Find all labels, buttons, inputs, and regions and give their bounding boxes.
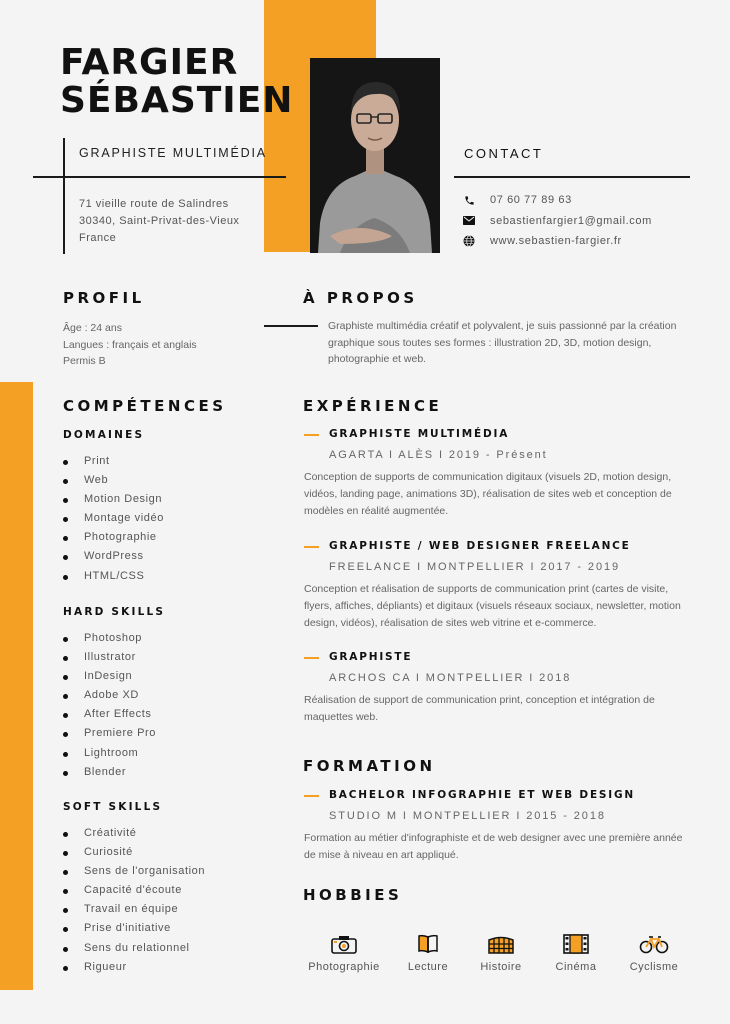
contact-phone: [462, 190, 652, 211]
entry-role: BACHELOR INFOGRAPHIE ET WEB DESIGN: [304, 789, 694, 805]
divider-left: [33, 176, 286, 178]
list-item: Créativité: [63, 824, 205, 843]
entry-description: Conception et réalisation de supports de communication print (cartes de visite, flyers, affiches, dépliants) et digitaux (visuels réseaux sociaux, newsletter, motion design, vidéos), réalisation de sites web vitrine et e-commerce.: [304, 583, 681, 629]
entry-description: Réalisation de support de communication print, conception et intégration de maquettes web.: [304, 694, 655, 723]
entry-meta: STUDIO M I MONTPELLIER I 2015 - 2018: [329, 810, 606, 822]
portrait-photo: [310, 58, 440, 253]
domaines-heading: DOMAINES: [63, 429, 145, 441]
hobby-label: Photographie: [308, 961, 380, 973]
contact-website-text[interactable]: www.sebastien-fargier.fr: [490, 235, 622, 248]
portrait-illustration: [310, 58, 440, 253]
propos-divider: [264, 325, 318, 327]
list-item: Premiere Pro: [63, 724, 156, 743]
profil-line: Permis B: [63, 355, 106, 367]
hobby-cyclisme: [624, 934, 684, 973]
name-first-line: FARGIER: [60, 42, 239, 83]
contact-email: [462, 211, 652, 232]
address-line: 71 vieille route de Salindres: [79, 198, 229, 210]
entry-meta: AGARTA I ALÈS I 2019 - Présent: [329, 449, 548, 461]
divider-vertical: [63, 138, 65, 254]
globe-icon: [462, 234, 476, 248]
colosseum-icon: [474, 934, 528, 956]
list-item: Rigueur: [63, 958, 205, 977]
entry-role: GRAPHISTE MULTIMÉDIA: [304, 428, 694, 444]
profil-line: Âge : 24 ans: [63, 322, 122, 334]
job-title: GRAPHISTE MULTIMÉDIA: [79, 146, 267, 160]
camera-icon: [304, 934, 384, 956]
list-item: Adobe XD: [63, 686, 156, 705]
list-item: Prise d'initiative: [63, 919, 205, 938]
entry-meta: ARCHOS CA I MONTPELLIER I 2018: [329, 672, 572, 684]
list-item: Photographie: [63, 528, 164, 547]
list-item: Travail en équipe: [63, 900, 205, 919]
postal-address: [79, 196, 239, 247]
domaines-list: [63, 452, 164, 586]
contact-website: [462, 231, 652, 252]
list-item: Blender: [63, 763, 156, 782]
list-item: Photoshop: [63, 629, 156, 648]
hobby-label: Cyclisme: [629, 961, 679, 973]
entry-role: GRAPHISTE: [304, 651, 694, 667]
list-item: Lightroom: [63, 744, 156, 763]
divider-right: [454, 176, 690, 178]
list-item: Sens du relationnel: [63, 939, 205, 958]
hobby-lecture: [400, 934, 456, 973]
contact-heading: CONTACT: [464, 146, 544, 161]
hobby-label: Cinéma: [555, 961, 597, 973]
experience-entry: [304, 651, 694, 726]
mail-icon: [462, 214, 476, 228]
contact-phone-text[interactable]: 07 60 77 89 63: [490, 194, 572, 207]
book-icon: [400, 934, 456, 956]
list-item: Motion Design: [63, 490, 164, 509]
experience-entry: [304, 540, 694, 631]
propos-text: Graphiste multimédia créatif et polyvalent, je suis passionné par la création graphique sous toutes ses formes : illustration 2D, 3D, motion design, photographie et web.: [328, 320, 677, 365]
entry-role: GRAPHISTE / WEB DESIGNER FREELANCE: [304, 540, 694, 556]
list-item: Sens de l'organisation: [63, 862, 205, 881]
list-item: After Effects: [63, 705, 156, 724]
hard-skills-heading: HARD SKILLS: [63, 606, 166, 618]
entry-meta: FREELANCE I MONTPELLIER I 2017 - 2019: [329, 561, 620, 573]
entry-description: Conception de supports de communication digitaux (visuels 2D, motion design, vidéos, landing page, animations 3D), réalisation de sites web et conception de modèles en réalité augmentée.: [304, 471, 672, 517]
hobby-histoire: [474, 934, 528, 973]
hobbies-heading: HOBBIES: [303, 886, 403, 904]
list-item: Illustrator: [63, 648, 156, 667]
contact-email-text[interactable]: sebastienfargier1@gmail.com: [490, 214, 652, 227]
profil-heading: PROFIL: [63, 289, 145, 307]
contact-list: [462, 190, 652, 252]
list-item: Curiosité: [63, 843, 205, 862]
hobby-label: Histoire: [480, 961, 522, 973]
list-item: Montage vidéo: [63, 509, 164, 528]
phone-icon: [462, 193, 476, 207]
formation-heading: FORMATION: [303, 757, 436, 775]
address-line: 30340, Saint-Privat-des-Vieux: [79, 215, 240, 227]
profil-details: [63, 320, 197, 370]
profil-line: Langues : français et anglais: [63, 338, 197, 351]
name-second-line: SÉBASTIEN: [60, 80, 294, 121]
formation-entry: [304, 789, 694, 864]
film-icon: [548, 934, 604, 956]
soft-skills-list: [63, 824, 205, 977]
experience-heading: EXPÉRIENCE: [303, 397, 443, 415]
hard-skills-list: [63, 629, 156, 782]
entry-description: Formation au métier d'infographiste et de web designer avec une première année de mise à niveau en art appliqué.: [304, 832, 683, 861]
orange-side-bar: [0, 382, 33, 990]
experience-entry: [304, 428, 694, 519]
list-item: HTML/CSS: [63, 567, 164, 586]
hobby-photographie: [304, 934, 384, 973]
list-item: Web: [63, 471, 164, 490]
hobby-label: Lecture: [407, 961, 449, 973]
propos-heading: À PROPOS: [303, 289, 418, 307]
competences-heading: COMPÉTENCES: [63, 397, 227, 415]
soft-skills-heading: SOFT SKILLS: [63, 801, 163, 813]
hobby-cinema: [548, 934, 604, 973]
bicycle-icon: [624, 934, 684, 956]
list-item: Print: [63, 452, 164, 471]
list-item: WordPress: [63, 547, 164, 566]
list-item: Capacité d'écoute: [63, 881, 205, 900]
list-item: InDesign: [63, 667, 156, 686]
address-line: France: [79, 232, 117, 244]
person-name: [60, 44, 293, 120]
